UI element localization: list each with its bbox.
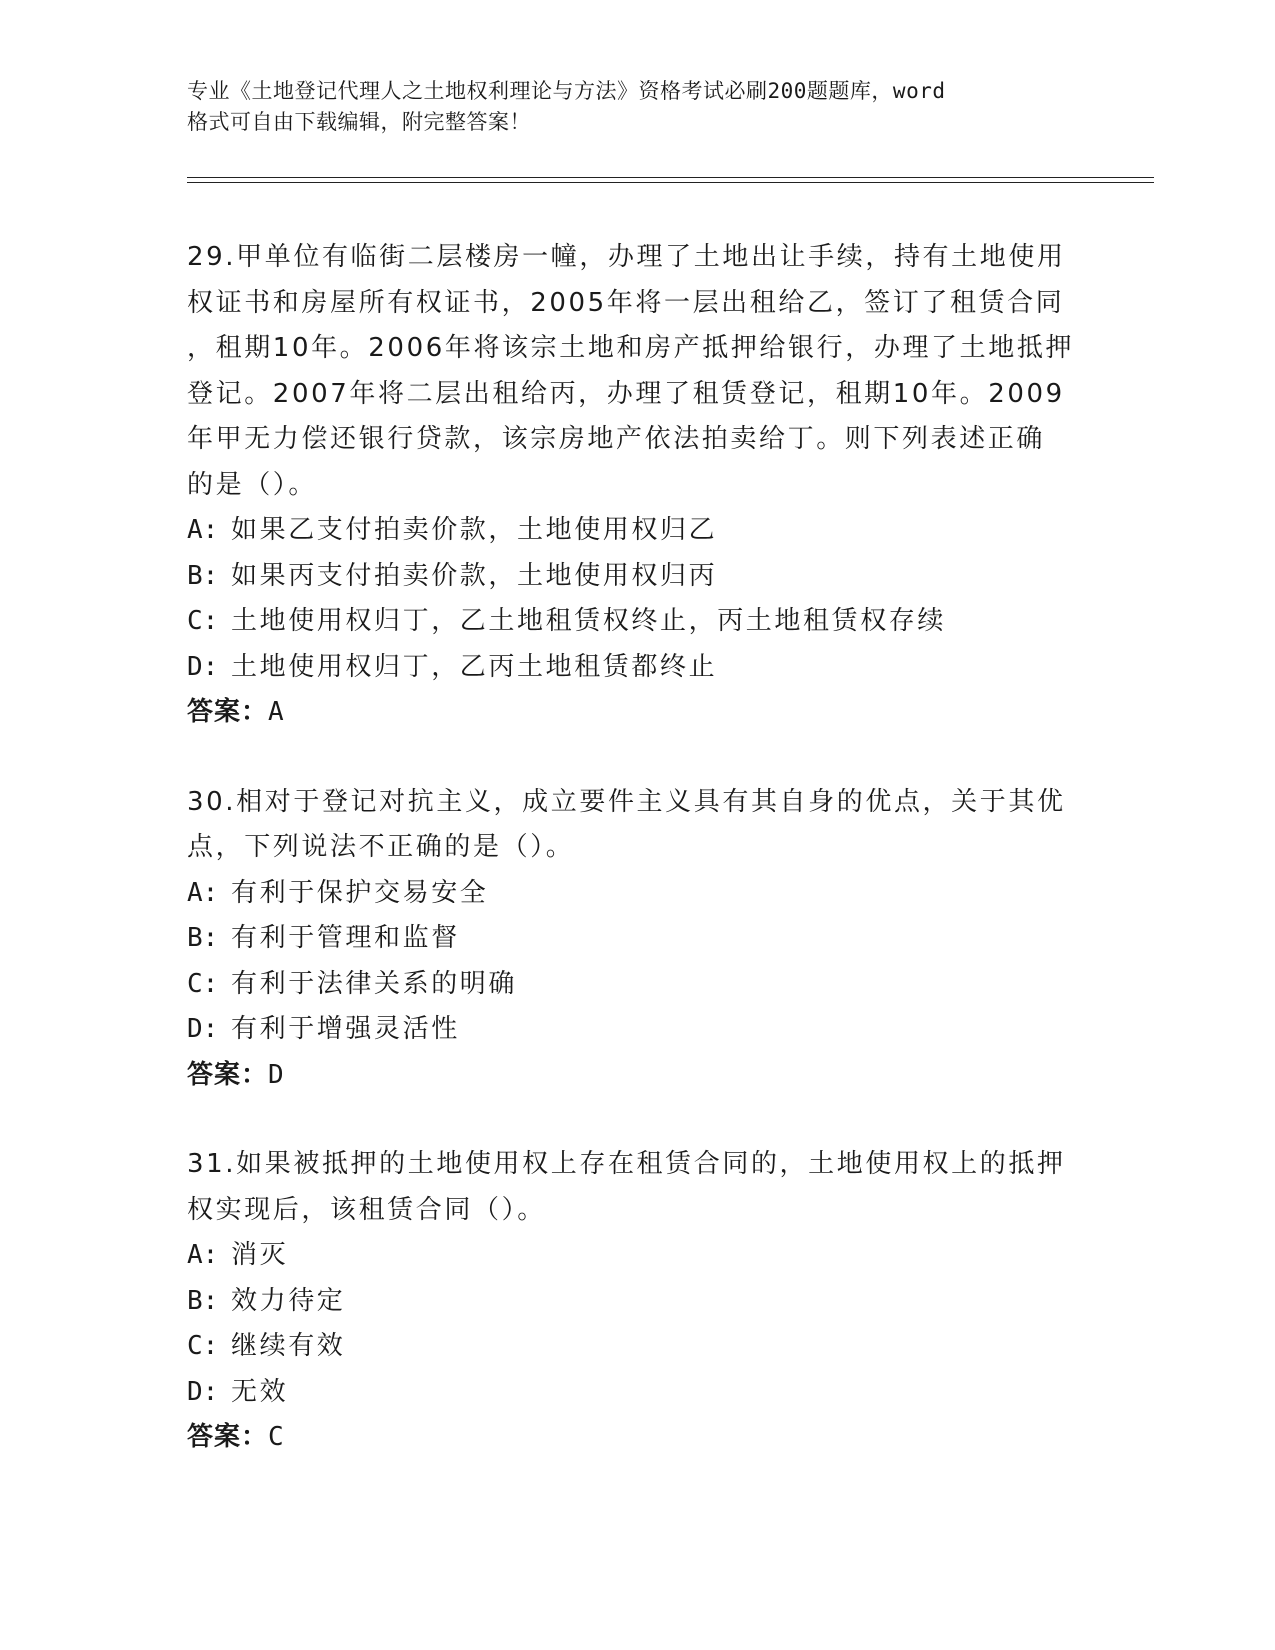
- question-31: [187, 1142, 1087, 1461]
- option-text: 无效: [231, 1376, 289, 1407]
- option-text: 有利于增强灵活性: [231, 1014, 460, 1044]
- header-line-2: 格式可自由下载编辑，附完整答案！: [187, 110, 531, 134]
- option-c: [187, 599, 1087, 645]
- option-a: [187, 871, 1087, 917]
- question-29: [187, 235, 1087, 736]
- question-stem-line: 年甲无力偿还银行贷款，该宗房地产依法拍卖给丁。则下列表述正确: [187, 424, 1046, 454]
- answer-line: [187, 1415, 1087, 1461]
- option-letter: B:: [187, 1285, 219, 1316]
- option-text: 效力待定: [231, 1285, 346, 1316]
- option-letter: A:: [187, 515, 219, 545]
- question-stem-line: 31.如果被抵押的土地使用权上存在租赁合同的，土地使用权上的抵押: [187, 1149, 1066, 1179]
- option-letter: D:: [187, 651, 219, 682]
- question-stem-line: 登记。2007年将二层出租给丙，办理了租赁登记，租期10年。2009: [187, 378, 1065, 409]
- option-d: [187, 1007, 1087, 1053]
- answer-line: [187, 690, 1087, 736]
- option-text: 土地使用权归丁，乙丙土地租赁都终止: [231, 651, 718, 682]
- answer-label: 答案：: [187, 697, 269, 727]
- option-b: [187, 554, 1087, 600]
- option-d: [187, 645, 1087, 691]
- document-header: [187, 76, 1067, 138]
- question-stem-line: 权证书和房屋所有权证书，2005年将一层出租给乙，签订了租赁合同: [187, 287, 1065, 318]
- question-30: [187, 780, 1087, 1099]
- header-divider-bottom: [187, 182, 1154, 183]
- option-text: 土地使用权归丁，乙土地租赁权终止，丙土地租赁权存续: [231, 606, 947, 636]
- option-text: 继续有效: [231, 1331, 346, 1361]
- answer-value: A: [268, 697, 285, 727]
- header-line-1: 专业《土地登记代理人之土地权利理论与方法》资格考试必刷200题题库，word: [187, 79, 946, 103]
- option-text: 有利于法律关系的明确: [231, 968, 518, 999]
- question-stem-line: ，租期10年。2006年将该宗土地和房产抵押给银行，办理了土地抵押: [187, 333, 1075, 363]
- option-c: [187, 1324, 1087, 1370]
- question-stem-line: 的是（）。: [187, 469, 318, 500]
- option-text: 消灭: [231, 1240, 289, 1270]
- option-letter: D:: [187, 1376, 219, 1407]
- header-divider-top: [187, 177, 1154, 178]
- option-a: [187, 1233, 1087, 1279]
- option-letter: D:: [187, 1014, 219, 1044]
- option-b: [187, 916, 1087, 962]
- option-letter: B:: [187, 560, 219, 591]
- answer-line: [187, 1053, 1087, 1099]
- question-stem-line: 30.相对于登记对抗主义，成立要件主义具有其自身的优点，关于其优: [187, 786, 1066, 817]
- option-letter: C:: [187, 1331, 219, 1361]
- option-d: [187, 1370, 1087, 1416]
- option-letter: C:: [187, 968, 219, 999]
- option-letter: A:: [187, 1240, 219, 1270]
- option-text: 有利于管理和监督: [231, 923, 460, 953]
- question-stem-line: 29.甲单位有临街二层楼房一幢，办理了土地出让手续，持有土地使用: [187, 242, 1066, 272]
- option-text: 如果丙支付拍卖价款，土地使用权归丙: [231, 560, 718, 591]
- answer-label: 答案：: [187, 1422, 269, 1452]
- option-letter: C:: [187, 606, 219, 636]
- answer-label: 答案：: [187, 1059, 269, 1090]
- question-list: [187, 235, 1087, 1505]
- question-stem-line: 权实现后，该租赁合同（）。: [187, 1194, 546, 1225]
- answer-value: C: [268, 1422, 285, 1452]
- option-letter: A:: [187, 877, 219, 908]
- question-stem-line: 点，下列说法不正确的是（）。: [187, 832, 575, 862]
- option-a: [187, 508, 1087, 554]
- option-b: [187, 1279, 1087, 1325]
- option-text: 如果乙支付拍卖价款，土地使用权归乙: [231, 515, 718, 545]
- option-text: 有利于保护交易安全: [231, 877, 489, 908]
- option-c: [187, 962, 1087, 1008]
- option-letter: B:: [187, 923, 219, 953]
- answer-value: D: [268, 1059, 285, 1090]
